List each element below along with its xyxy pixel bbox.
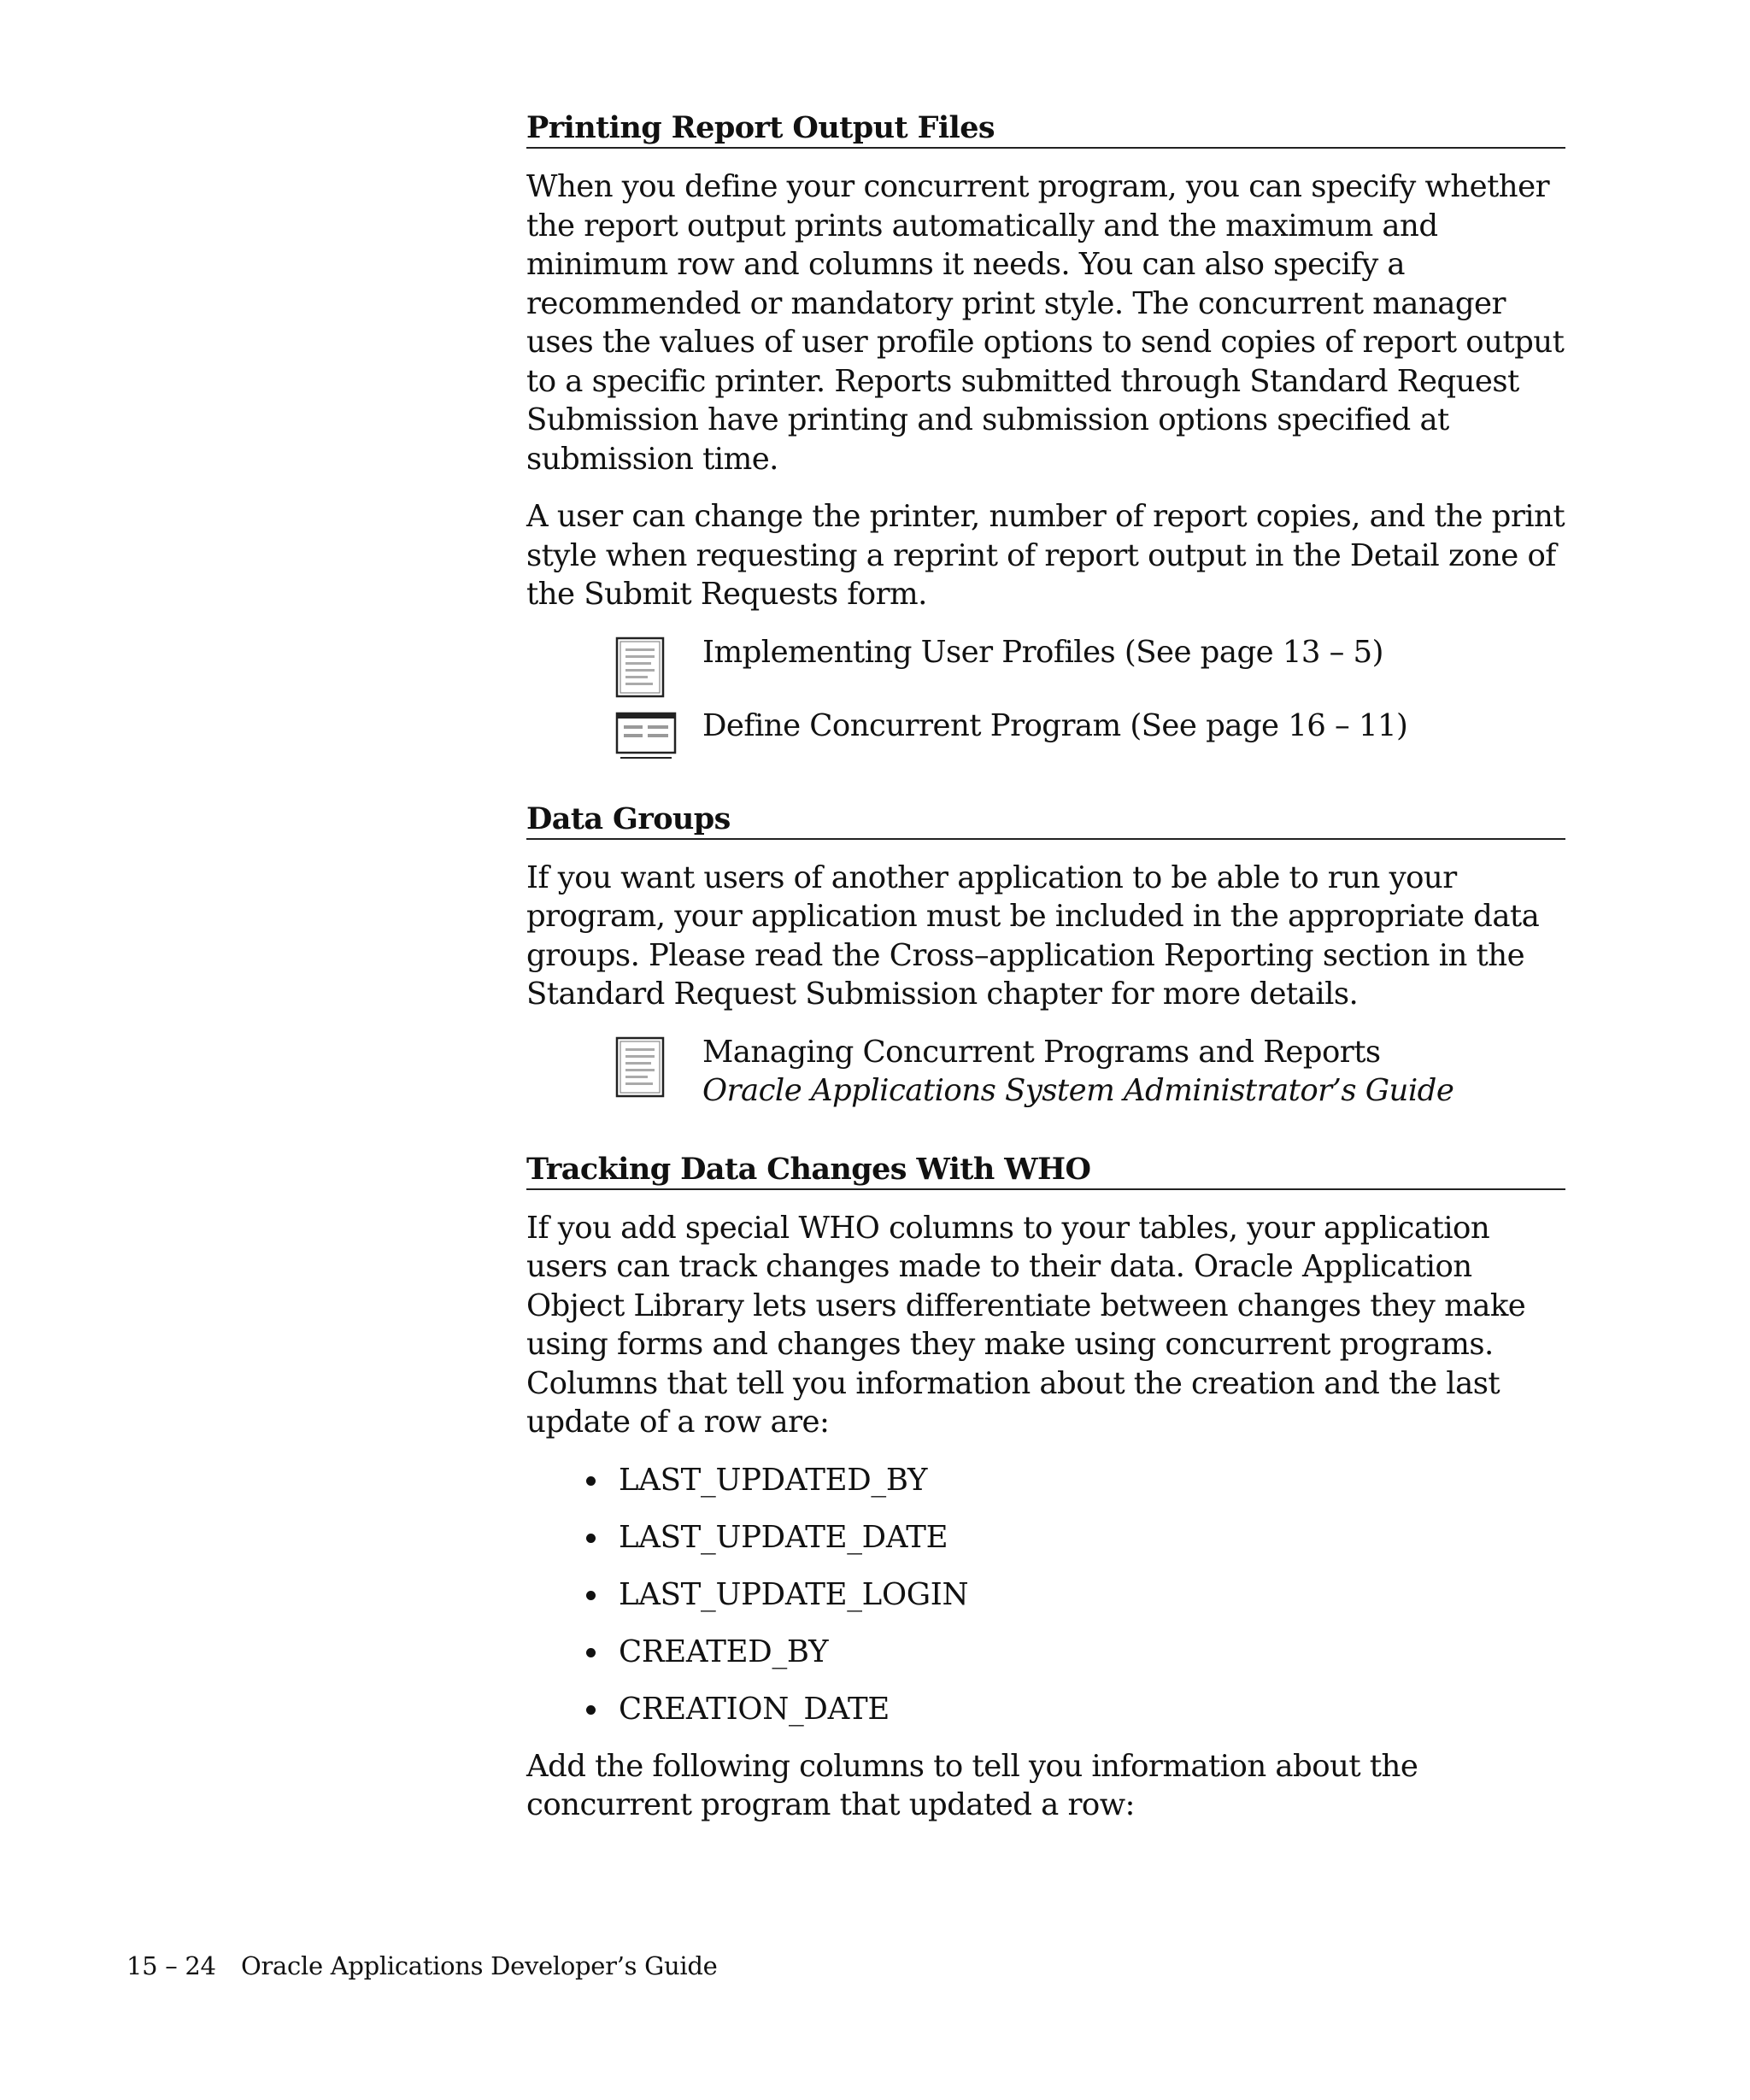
book-title: Oracle Applications Developer’s Guide <box>241 1951 718 1980</box>
paragraph: Add the following columns to tell you information about the concurrent program that updated a row: <box>526 1748 1418 1822</box>
page-number: 15 – 24 <box>126 1951 216 1980</box>
cross-reference-link[interactable] <box>526 1033 1565 1113</box>
who-columns-list <box>526 1461 1565 1728</box>
cross-reference-book-title: Oracle Applications System Administrator’s Guide <box>702 1072 1454 1108</box>
section-printing-report-output-files <box>526 109 1565 763</box>
bullet-icon <box>586 1476 596 1486</box>
section-heading: Data Groups <box>526 801 1565 840</box>
document-page-icon <box>615 1036 667 1098</box>
section-tracking-data-changes <box>526 1151 1565 1825</box>
cross-reference-title: Managing Concurrent Programs and Reports <box>702 1034 1381 1070</box>
cross-reference-text: Define Concurrent Program (See page 16 – 11) <box>702 707 1408 743</box>
section-data-groups <box>526 801 1565 1113</box>
paragraph: If you add special WHO columns to your tables, your application users can track changes made to their data. Oracle Application Object Library lets users differentiate between changes they make using forms and changes they make using concurrent programs. Columns that tell you information about the creation and the last update of a row are: <box>526 1210 1526 1440</box>
section-heading: Printing Report Output Files <box>526 109 1565 149</box>
document-page-icon <box>615 636 667 698</box>
cross-reference-text: Implementing User Profiles (See page 13 – 5) <box>702 634 1383 670</box>
bullet-icon <box>586 1591 596 1600</box>
bullet-icon <box>586 1705 596 1715</box>
list-item: CREATION_DATE <box>526 1690 1565 1728</box>
list-item: CREATED_BY <box>526 1633 1565 1671</box>
paragraph: A user can change the printer, number of report copies, and the print style when requesting a reprint of report output in the Detail zone of the Submit Requests form. <box>526 499 1565 612</box>
cross-reference-text <box>702 1033 1453 1110</box>
list-item: LAST_UPDATE_DATE <box>526 1518 1565 1557</box>
page-content <box>526 109 1565 1844</box>
paragraph: When you define your concurrent program, you can specify whether the report output prints automatically and the maximum and minimum row and columns it needs. You can also specify a recommended or mandatory print style. The concurrent manager uses the values of user profile options to send copies of report output to a specific printer. Reports submitted through Standard Request Submission have printing and submission options specified at submission time. <box>526 169 1565 477</box>
list-item: LAST_UPDATE_LOGIN <box>526 1575 1565 1614</box>
cross-reference-link[interactable] <box>526 707 1565 763</box>
section-heading: Tracking Data Changes With WHO <box>526 1151 1565 1190</box>
bullet-icon <box>586 1648 596 1657</box>
bullet-icon <box>586 1534 596 1543</box>
cross-reference-link[interactable] <box>526 633 1565 689</box>
paragraph: If you want users of another application to be able to run your program, your application must be included in the appropriate data groups. Please read the Cross–application Reporting section in the Standard Request Submission chapter for more details. <box>526 859 1540 1012</box>
form-window-icon <box>615 710 667 771</box>
list-item: LAST_UPDATED_BY <box>526 1461 1565 1499</box>
page-footer <box>126 1950 718 1981</box>
